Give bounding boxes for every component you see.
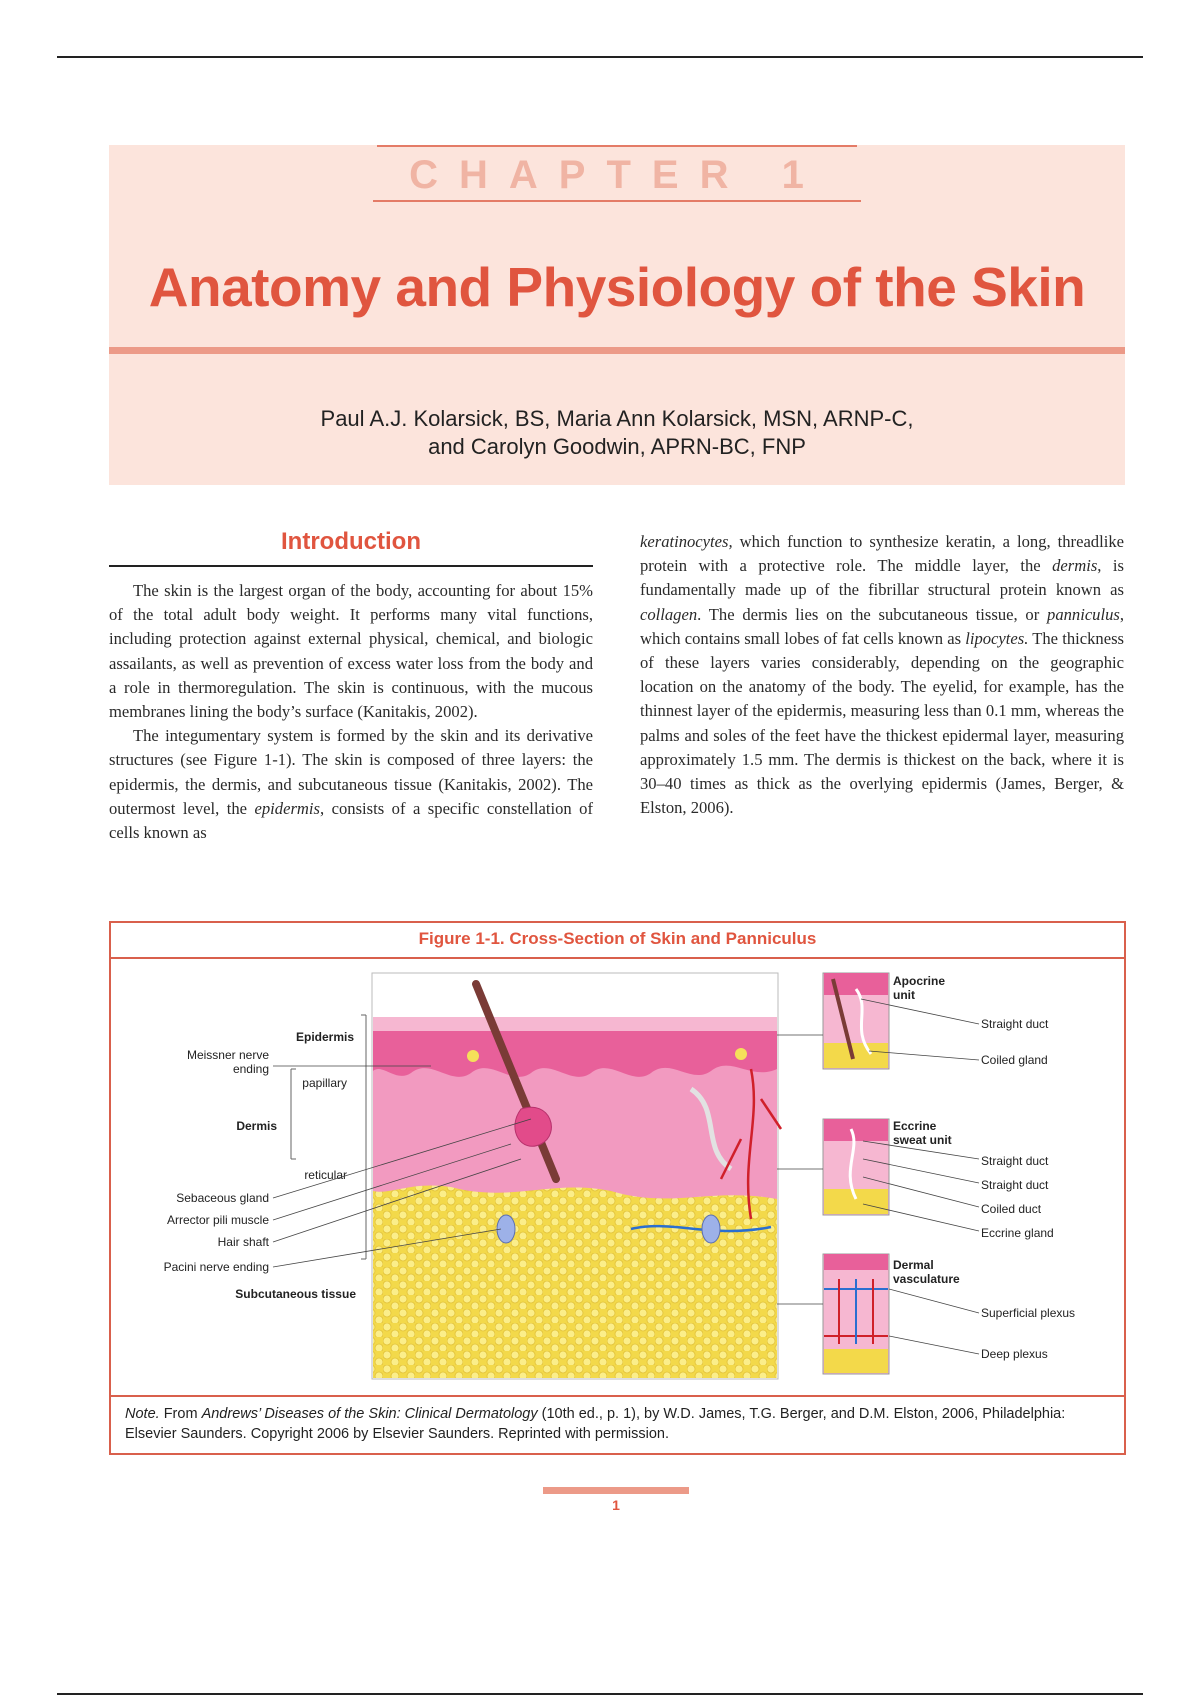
label-superficial-plexus: Superficial plexus	[981, 1306, 1076, 1320]
figure-note-rule	[111, 1395, 1124, 1397]
chapter-top-line	[377, 145, 857, 147]
term-lipocytes: lipocytes.	[965, 628, 1029, 648]
inset-title-dermal-2: vasculature	[893, 1272, 960, 1286]
label-apocrine-straight-duct: Straight duct	[981, 1017, 1049, 1031]
pacini-corpuscle-right	[702, 1215, 720, 1243]
sebaceous-gland	[515, 1107, 551, 1146]
label-hair-shaft: Hair shaft	[217, 1235, 269, 1249]
dermis-layer	[373, 1059, 777, 1199]
inset-title-eccrine: Eccrine	[893, 1119, 937, 1133]
skin-cross-section-illustration	[111, 959, 1124, 1395]
term-epidermis: epidermis	[254, 798, 320, 818]
figure-title: Figure 1-1. Cross-Section of Skin and Panniculus	[111, 923, 1124, 959]
inset-apocrine	[823, 973, 889, 1069]
label-deep-plexus: Deep plexus	[981, 1347, 1048, 1361]
term-collagen: collagen	[640, 604, 698, 624]
label-reticular: reticular	[304, 1168, 347, 1182]
note-label: Note.	[125, 1406, 160, 1422]
term-dermis: dermis	[1052, 556, 1098, 576]
inset-title-apocrine-2: unit	[893, 988, 915, 1002]
bottom-rule	[57, 1693, 1143, 1695]
term-panniculus: panniculus	[1047, 604, 1120, 624]
label-eccrine-straight-duct-1: Straight duct	[981, 1154, 1049, 1168]
subcutaneous-fat	[373, 1184, 777, 1378]
inset-title-dermal: Dermal	[893, 1258, 934, 1272]
label-subcutaneous: Subcutaneous tissue	[235, 1287, 356, 1301]
authors-line-1: Paul A.J. Kolarsick, BS, Maria Ann Kolarsick, MSN, ARNP-C,	[320, 406, 914, 431]
label-arrector: Arrector pili muscle	[166, 1213, 269, 1227]
label-pacini: Pacini nerve ending	[163, 1260, 269, 1274]
note-book-title: Andrews’ Diseases of the Skin: Clinical Dermatology	[201, 1406, 538, 1422]
paragraph-1: The skin is the largest organ of the body, accounting for about 15% of the total adult body weight. It performs many vital functions, including protection against external physical, chemical, and biologic assailants, as well as prevention of excess water loss from the body and a role in thermoregulation. The skin is continuous, with the mucous membranes lining the body’s surface (Kanitakis, 2002).	[109, 581, 593, 722]
figure-note: Note. From Andrews’ Diseases of the Skin: Clinical Dermatology (10th ed., p. 1), by W.D. James, T.G. Berger, and D.M. Elston, 2006, Philadelphia: Elsevier Saunders. Copyright 2006 by Elsevier Saunders. Reprinted with permission.	[125, 1406, 1066, 1442]
title-underline	[109, 347, 1125, 354]
inset-title-apocrine: Apocrine	[893, 974, 946, 988]
inset-eccrine	[823, 1119, 889, 1215]
inset-title-eccrine-2: sweat unit	[893, 1133, 952, 1147]
chapter-label: CHAPTER 1	[409, 153, 825, 197]
paragraph-2-continued: keratinocytes, which function to synthesize keratin, a long, threadlike protein with a protective role. The middle layer, the dermis, is fundamentally made up of the fibrillar structural protein known as collagen. The dermis lies on the subcutaneous tissue, or panniculus, which contains small lobes of fat cells known as lipocytes. The thickness of these layers varies considerably, depending on the geographic location on the anatomy of the body. The eyelid, for example, has the thinnest layer of the epidermis, measuring less than 0.1 mm, whereas the palms and soles of the feet have the thickest epidermal layer, measuring approximately 1.5 mm. The dermis is thickest on the back, where it is 30–40 times as thick as the overlying epidermis (James, Berger, & Elston, 2006).	[640, 532, 1124, 818]
term-keratinocytes: keratinocytes,	[640, 532, 733, 551]
page-number-bar	[543, 1487, 689, 1494]
label-epidermis: Epidermis	[295, 1030, 355, 1044]
label-dermis: Dermis	[236, 1119, 277, 1133]
authors	[109, 405, 1125, 461]
label-eccrine-gland: Eccrine gland	[981, 1226, 1054, 1240]
layer-bracket	[291, 1015, 366, 1259]
chapter-header	[109, 145, 1125, 485]
section-rule	[109, 565, 593, 567]
label-meissner: Meissner nerve	[186, 1048, 269, 1062]
paragraph-2: The integumentary system is formed by the skin and its derivative structures (see Figure 1-1). The skin is composed of three layers: the epidermis, the dermis, and subcutaneous tissue (Kanitakis, 2002). The outermost level, the epidermis, consists of a specific constellation of cells known as	[109, 726, 594, 843]
label-papillary: papillary	[302, 1076, 347, 1090]
label-eccrine-coiled-duct: Coiled duct	[981, 1202, 1042, 1216]
label-meissner-2: ending	[232, 1062, 269, 1076]
authors-line-2: and Carolyn Goodwin, APRN-BC, FNP	[428, 434, 806, 459]
label-apocrine-coiled-gland: Coiled gland	[981, 1053, 1048, 1067]
chapter-bottom-line	[373, 200, 861, 202]
label-eccrine-straight-duct-2: Straight duct	[981, 1178, 1049, 1192]
section-heading: Introduction	[281, 528, 421, 555]
label-sebaceous: Sebaceous gland	[176, 1191, 269, 1205]
inset-dermal-vasculature	[823, 1254, 889, 1374]
body-column-left	[109, 579, 593, 845]
skin-block	[372, 973, 781, 1379]
body-column-right	[640, 530, 1124, 820]
figure-1-1	[109, 921, 1126, 1455]
page-number: 1	[612, 1497, 620, 1513]
chapter-title: Anatomy and Physiology of the Skin	[148, 256, 1086, 318]
top-rule	[57, 56, 1143, 58]
